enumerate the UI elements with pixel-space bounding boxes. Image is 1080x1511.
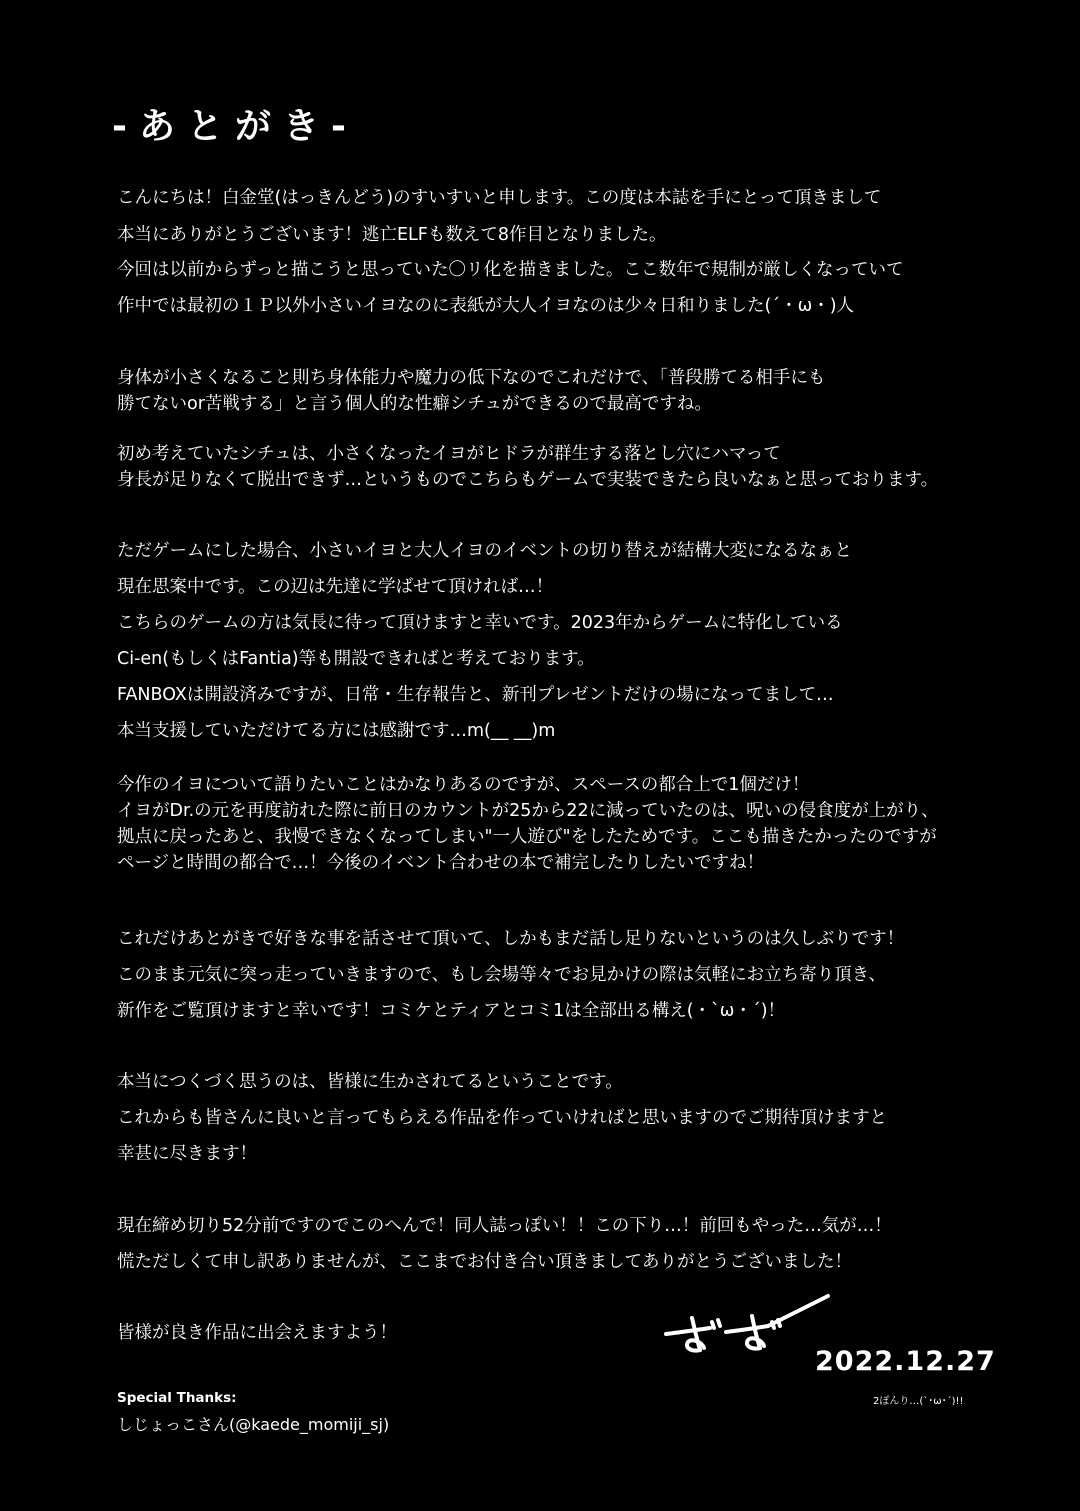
text-line: 勝てないor苦戦する」と言う個人的な性癖シチュができるので最高ですね。 [117, 394, 712, 414]
text-line: ページと時間の都合で…！今後のイベント合わせの本で補完したりしたいですね！ [117, 853, 765, 873]
text-line: Ci-en(もしくはFantia)等も開設できればと考えております。 [117, 649, 595, 669]
text-line: このまま元気に突っ走っていきますので、もし会場等々でお見かけの際は気軽にお立ち寄り頂き、 [117, 965, 886, 985]
text-line: 新作をご覧頂けますと幸いです！コミケとティアとコミ1は全部出る構え(・`ω・´)！ [117, 1001, 786, 1021]
text-line: 拠点に戻ったあと、我慢できなくなってしまい"一人遊び"をしたためです。ここも描きたかったのですが [117, 827, 937, 847]
text-line: 身体が小さくなること則ち身体能力や魔力の低下なのでこれだけで、「普段勝てる相手にも [117, 368, 826, 388]
page-title: -あとがき- [112, 106, 358, 147]
text-line: 皆様が良き作品に出会えますよう！ [117, 1323, 397, 1343]
text-line: イヨがDr.の元を再度訪れた際に前日のカウントが25から22に減っていたのは、呪いの侵食度が上がり、 [117, 801, 939, 821]
signature-date: 2022.12.27 [815, 1346, 996, 1377]
text-line: ただゲームにした場合、小さいイヨと大人イヨのイベントの切り替えが結構大変になるなぁと [117, 541, 852, 561]
text-line: 今回は以前からずっと描こうと思っていた〇リ化を描きました。ここ数年で規制が厳しくなっていて [117, 260, 904, 280]
special-thanks-label: Special Thanks: [117, 1390, 237, 1406]
text-line: 初め考えていたシチュは、小さくなったイヨがヒドラが群生する落とし穴にハマって [117, 444, 781, 464]
text-line: 幸甚に尽きます！ [117, 1144, 257, 1164]
text-line: 現在締め切り52分前ですのでこのへんで！同人誌っぽい！！この下り…！前回もやった…気が…！ [117, 1216, 892, 1236]
text-line: 本当につくづく思うのは、皆様に生かされてるということです。 [117, 1072, 623, 1092]
text-line: 慌ただしくて申し訳ありませんが、ここまでお付き合い頂きましてありがとうございました！ [117, 1252, 852, 1272]
text-line: 本当支援していただけてる方には感謝です…m(__ __)m [117, 721, 556, 741]
text-line: 本当にありがとうございます！逃亡ELFも数えて8作目となりました。 [117, 225, 667, 245]
text-line: 今作のイヨについて語りたいことはかなりあるのですが、スペースの都合上で1個だけ！ [117, 775, 810, 795]
text-line: こんにちは！白金堂(はっきんどう)のすいすいと申します。この度は本誌を手にとって頂きまして [117, 188, 882, 208]
special-thanks-name: しじょっこさん(@kaede_momiji_sj) [117, 1415, 390, 1434]
text-line: これからも皆さんに良いと言ってもらえる作品を作っていければと思いますのでご期待頂けますと [117, 1108, 887, 1128]
aside-note: 2ぽんり…(`･ω･´)!! [873, 1396, 964, 1407]
text-line: 現在思案中です。この辺は先達に学ばせて頂ければ…！ [117, 577, 554, 597]
text-line: 身長が足りなくて脱出できず…というものでこちらもゲームで実装できたら良いなぁと思っております。 [117, 470, 939, 490]
text-line: これだけあとがきで好きな事を話させて頂いて、しかもまだ話し足りないというのは久しぶりです！ [117, 929, 905, 949]
text-line: 作中では最初の１Ｐ以外小さいイヨなのに表紙が大人イヨなのは少々日和りました(´・ω・)人 [117, 296, 855, 316]
text-line: FANBOXは開設済みですが、日常・生存報告と、新刊プレゼントだけの場になってまして… [117, 685, 834, 705]
handwritten-signature [662, 1292, 832, 1362]
text-line: こちらのゲームの方は気長に待って頂けますと幸いです。2023年からゲームに特化している [117, 613, 843, 633]
